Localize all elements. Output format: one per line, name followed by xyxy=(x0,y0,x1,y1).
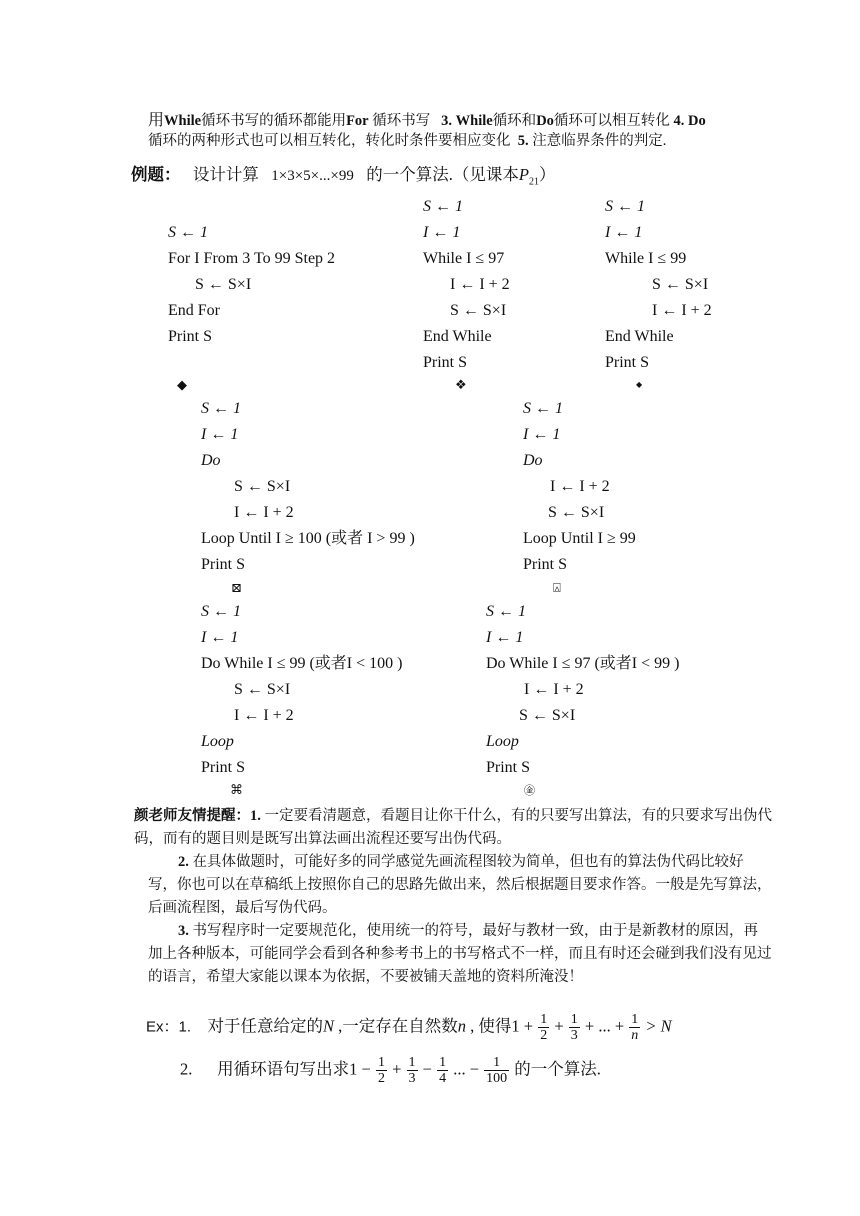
fraction: $\frac{1}{2}$ xyxy=(377,1055,385,1086)
fraction: $\frac{1}{2}$ xyxy=(540,1012,548,1043)
exercise-2: 2. 用循环语句写出求1 − $\frac{1}{2}$ + $\frac{1}{3}$ − $\frac{1}{4}$ ... − $\frac{1}{100}$ 的一个算法. xyxy=(180,1055,601,1086)
tips-label: 颜老师友情提醒： xyxy=(134,808,250,824)
tips-paragraph-3: 3. 书写程序时一定要规范化，使用统一的符号，最好与教材一致，由于是新教材的原因，再加上各种版本，可能同学会看到各种参考书上的书写格式不一样，而且有时还会碰到我们没有见过的语言，希望大家能以课本为依据，不要被铺天盖地的资料所淹没！ xyxy=(148,923,772,985)
example-line: 例题： 设计计算 1×3×5×...×99 的一个算法.（见课本$P_{21}$） xyxy=(131,165,556,188)
algo-do-while-left-block: S ← 1 I ← 1 Do While I ≤ 99 (或者I < 100 ) S ← S×I I ← I + 2 Loop Print S xyxy=(201,603,403,776)
exercise-1: Ex：1. 对于任意给定的N ,一定存在自然数n , 使得1 + $\frac{1}{2}$ + $\frac{1}{3}$ + ... + $\frac{1}{n}$ > N xyxy=(146,1012,672,1043)
intro-line-1: 用While循环书写的循环都能用For 循环书写 3. While循环和Do循环可以相互转化 4. Do xyxy=(148,112,706,129)
tips-paragraph-1: 颜老师友情提醒：1. 一定要看清题意，看题目让你干什么，有的只要写出算法，有的只要求写出伪代码，而有的题目则是既写出算法画出流程还要写出伪代码。 xyxy=(134,808,772,847)
marker-boxed-x: ⊠ xyxy=(231,580,242,595)
fraction: $\frac{1}{3}$ xyxy=(408,1055,416,1086)
algo-do-until-right-block: S ← 1 I ← 1 Do I ← I + 2 S ← S×I Loop Until I ≥ 99 Print S xyxy=(523,400,636,573)
algo-while-99-block: S ← 1 I ← 1 While I ≤ 99 S ← S×I I ← I + 2 End While Print S xyxy=(605,198,712,371)
fraction: $\frac{1}{3}$ xyxy=(570,1012,578,1043)
marker-circled: ㊎ xyxy=(524,785,535,797)
fraction: $\frac{1}{4}$ xyxy=(439,1055,447,1086)
algo-do-until-left-block: S ← 1 I ← 1 Do S ← S×I I ← I + 2 Loop Until I ≥ 100 (或者 I > 99 ) Print S xyxy=(201,400,415,573)
example-label: 例题： xyxy=(131,165,181,184)
fraction: $\frac{1}{n}$ xyxy=(631,1012,639,1043)
algo-for-block: S ← 1 For I From 3 To 99 Step 2 S ← S×I End For Print S xyxy=(168,224,336,345)
marker-boxed-wave: ⍓ xyxy=(553,580,561,595)
tips-paragraph-2: 2. 在具体做题时，可能好多的同学感觉先画流程图较为简单，但也有的算法伪代码比较好写，你也可以在草稿纸上按照你自己的思路先做出来，然后根据题目要求作答。一般是先写算法，后画流程图，最后写伪代码。 xyxy=(148,854,772,916)
marker-clover: ❖ xyxy=(455,377,467,392)
marker-diamond-1: ◆ xyxy=(177,377,187,392)
marker-diamond-small: ◆ xyxy=(636,380,643,389)
marker-command: ⌘ xyxy=(230,782,243,797)
fraction: $\frac{1}{100}$ xyxy=(486,1055,508,1086)
algo-while-97-block: S ← 1 I ← 1 While I ≤ 97 I ← I + 2 S ← S×I End While Print S xyxy=(423,198,510,371)
intro-line-2: 循环的两种形式也可以相互转化，转化时条件要相应变化 5. 注意临界条件的判定. xyxy=(148,133,667,149)
algo-do-while-right-block: S ← 1 I ← 1 Do While I ≤ 97 (或者I < 99 ) I ← I + 2 S ← S×I Loop Print S xyxy=(486,603,680,776)
